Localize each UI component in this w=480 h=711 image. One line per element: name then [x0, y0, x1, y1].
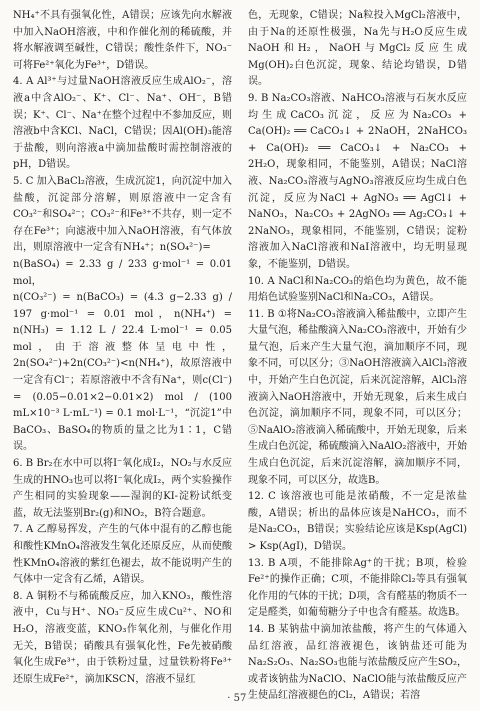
- answer-5: 5. C 加入BaCl₂溶液，生成沉淀1，向沉淀中加入盐酸，沉淀部分溶解，则原溶液中一定含有CO₃²⁻和SO₄²⁻；CO₃²⁻和Fe³⁺不共存，则一定不存在Fe³⁺；向滤液中加入NaOH溶液，有气体放出，则原溶液中一定含有NH₄⁺；n(SO₄²⁻)=: [13, 175, 232, 254]
- answer-12: 12. C 该溶液也可能是浓硝酸，不一定是浓盐酸，A错误；析出的晶体应该是NaHCO₃，而不是Na₂CO₃，B错误；实验结论应该是Ksp(AgCl) > Ksp(AgI)，D错误。: [248, 491, 467, 552]
- answer-9: 9. B Na₂CO₃溶液、NaHCO₃溶液与石灰水反应均生成CaCO₃沉淀，反应为Na₂CO₃ + Ca(OH)₂ ══ CaCO₃↓ + 2NaOH，2NaHCO₃ + Ca(OH)₂ ══ CaCO₃↓ + Na₂CO₃ + 2H₂O，现象相同，不能鉴别，A错误；NaCl溶液、Na₂CO₃溶液与AgNO₃溶液反应均生成白色沉淀，反应为NaCl + AgNO₃ ══ AgCl↓ + NaNO₃，Na₂CO₃ + 2AgNO₃ ══ Ag₂CO₃↓ + 2NaNO₃，现象相同，不能鉴别，C错误；淀粉溶液加入NaCl溶液和NaI溶液中，均无明显现象，不能鉴别，D错误。: [248, 92, 467, 270]
- answer-4: 4. A Al³⁺与过量NaOH溶液反应生成AlO₂⁻，溶液a中含AlO₂⁻、K⁺、Cl⁻、Na⁺、OH⁻，B错误；K⁺、Cl⁻、Na⁺在整个过程中不参加反应，则溶液b中含KCl、NaCl，C错误；因Al(OH)₃能溶于盐酸，则向溶液a中滴加盐酸时需控制溶液的pH，D错误。: [13, 76, 232, 171]
- left-column: [13, 8, 232, 688]
- answer-6: 6. B Br₂在水中可以将I⁻氧化成I₂，NO₂与水反应生成的HNO₃也可以将I⁻氧化成I₂，两个实验操作产生相同的实验现象——湿润的KI-淀粉试纸变蓝，故无法鉴别Br₂(g)和NO₂，B符合题意。: [13, 458, 232, 519]
- paragraph-continued: 色，无现象，C错误；Na粒投入MgCl₂溶液中，由于Na的还原性极强，Na先与H₂O反应生成NaOH和H₂，NaOH与MgCl₂反应生成Mg(OH)₂白色沉淀，现象、结论均错误，D错误。: [248, 10, 467, 88]
- page-number: · 57 ·: [227, 693, 253, 704]
- right-column: [248, 8, 467, 705]
- answer-13: 13. B A项，不能排除Ag⁺的干扰；B项，检验Fe²⁺的操作正确；C项，不能排除Cl₂等具有强氧化作用的气体的干扰；D项，含有醛基的物质不一定是醛类，如葡萄糖分子中也含有醛基。故选B。: [248, 557, 467, 619]
- answer-10: 10. A NaCl和Na₂CO₃的焰色均为黄色，故不能用焰色试验鉴别NaCl和Na₂CO₃，A错误。: [248, 275, 467, 304]
- formula-n-baso4: n(BaSO₄) = 2.33 g / 233 g·mol⁻¹ = 0.01 mol，: [13, 258, 232, 287]
- answer-8: 8. A 铜粉不与稀硫酸反应，加入KNO₃，酸性溶液中，Cu与H⁺、NO₃⁻反应生成Cu²⁺、NO和H₂O，溶液变蓝，KNO₃作氧化剂，与催化作用无关，B错误；硝酸具有强氧化性，Fe先被硝酸氧化生成Fe³⁺，由于铁粉过量，过量铁粉将Fe³⁺还原生成Fe²⁺，滴加KSCN，溶液不显红: [13, 590, 232, 685]
- answer-14: 14. B 某钠盐中滴加浓盐酸，将产生的气体通入品红溶液，品红溶液褪色，该钠盐还可能为Na₂S₂O₃、Na₂SO₃也能与浓盐酸反应产生SO₂，或者该钠盐为NaClO、NaClO能与浓盐酸反应产生使品红溶液褪色的Cl₂，A错误；若溶: [248, 623, 467, 702]
- formula-continued: n(CO₃²⁻) = n(BaCO₃) = (4.3 g−2.33 g) / 197 g·mol⁻¹ = 0.01 mol，n(NH₄⁺) = n(NH₃) = 1.12 L / 22.4 L·mol⁻¹ = 0.05 mol，由于溶液整体呈电中性，2n(SO₄²⁻)+2n(CO₃²⁻)<n(NH₄⁺)，故原溶液中一定含有Cl⁻；若原溶液中不含有Na⁺，则c(Cl⁻) = (0.05−0.01×2−0.01×2) mol / (100 mL×10⁻³ L·mL⁻¹) = 0.1 mol·L⁻¹，“沉淀1”中BaCO₃、BaSO₄的物质的量之比为1∶1，C错误。: [13, 292, 232, 453]
- paragraph-1: NH₄⁺不具有强氧化性，A错误；应该先向水解液中加入NaOH溶液，中和作催化剂的稀硫酸，并将水解液调至碱性，C错误；酸性条件下，NO₃⁻可将Fe²⁺氧化为Fe³⁺，D错误。: [13, 10, 232, 71]
- answer-11: 11. B ①将Na₂CO₃溶液滴入稀盐酸中，立即产生大量气泡，稀盐酸滴入Na₂CO₃溶液中，开始有少量气泡，后来产生大量气泡，滴加顺序不同，现象不同，可以区分；③NaOH溶液滴入AlCl₃溶液中，开始产生白色沉淀，后来沉淀溶解，AlCl₃溶液滴入NaOH溶液中，开始无现象，后来生成白色沉淀，滴加顺序不同，现象不同，可以区分；⑤NaAlO₂溶液滴入稀硫酸中，开始无现象，后来生成白色沉淀，稀硫酸滴入NaAlO₂溶液中，开始生成白色沉淀，后来沉淀溶解，滴加顺序不同，现象不同，可以区分，故选B。: [248, 308, 467, 486]
- answer-7: 7. A 乙醇易挥发，产生的气体中混有的乙醇也能和酸性KMnO₄溶液发生氧化还原反应，从而使酸性KMnO₄溶液的紫红色褪去，故不能说明产生的气体中一定含有乙烯，A错误。: [13, 524, 232, 586]
